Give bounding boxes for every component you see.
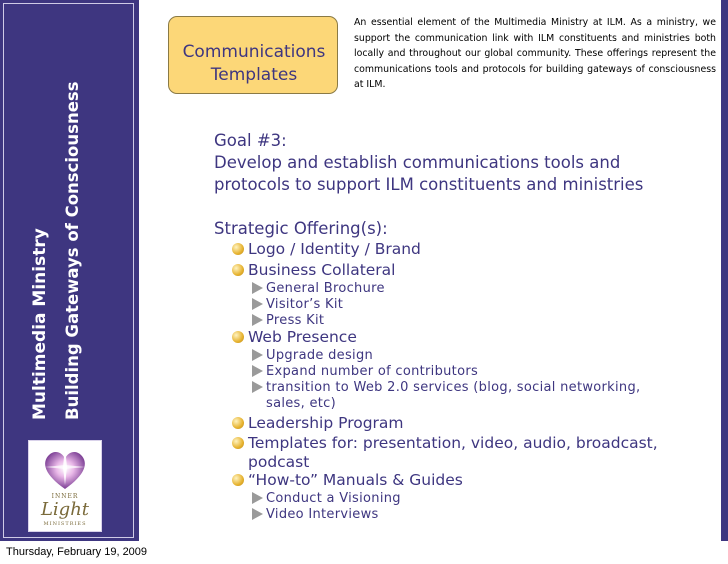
sub-item-label: sales, etc) — [266, 396, 337, 411]
sub-list-item — [252, 281, 385, 296]
logo-text-light: Light — [40, 499, 90, 520]
arrow-bullet-icon — [252, 314, 263, 326]
logo-text-inner: INNER — [51, 493, 79, 500]
list-item-label: Templates for: presentation, video, audio, broadcast, — [248, 434, 658, 452]
title-box — [168, 16, 338, 94]
sub-list-item — [252, 313, 324, 328]
bullet-icon — [232, 417, 244, 429]
arrow-bullet-icon — [252, 492, 263, 504]
list-item — [232, 261, 396, 279]
sub-list-item-continued — [266, 396, 336, 411]
sub-list-item — [252, 364, 478, 379]
list-item-label: “How-to” Manuals & Guides — [248, 471, 463, 489]
bullet-icon — [232, 331, 244, 343]
page-title-line2: Templates — [210, 65, 298, 85]
arrow-bullet-icon — [252, 381, 263, 393]
goal-heading: Goal #3: — [214, 131, 287, 150]
bullet-icon — [232, 264, 244, 276]
list-item — [232, 471, 463, 489]
sub-item-label: Expand number of contributors — [266, 364, 479, 379]
inner-light-logo — [28, 440, 102, 532]
list-item — [232, 434, 658, 452]
arrow-bullet-icon — [252, 365, 263, 377]
sub-item-label: Press Kit — [266, 313, 325, 328]
sub-item-label: transition to Web 2.0 services (blog, social networking, — [266, 380, 641, 395]
sidebar-title: Multimedia Ministry — [30, 228, 50, 420]
sidebar-subtitle: Building Gateways of Consciousness — [63, 81, 82, 420]
arrow-bullet-icon — [252, 349, 263, 361]
sub-item-label: General Brochure — [266, 281, 385, 296]
page-title-line1: Communications — [182, 42, 326, 62]
list-item — [232, 414, 404, 432]
list-item-label: podcast — [248, 453, 310, 471]
sub-item-label: Conduct a Visioning — [266, 491, 401, 506]
bullet-icon — [232, 243, 244, 255]
sub-item-label: Video Interviews — [266, 507, 379, 522]
list-item-continued — [248, 453, 309, 471]
offerings-heading: Strategic Offering(s): — [214, 219, 388, 238]
sub-item-label: Upgrade design — [266, 348, 374, 363]
sub-list-item — [252, 507, 379, 522]
arrow-bullet-icon — [252, 508, 263, 520]
list-item — [232, 328, 357, 346]
goal-section — [214, 130, 714, 196]
right-border-stripe — [721, 0, 728, 541]
heart-icon — [37, 445, 93, 493]
sub-list-item — [252, 297, 343, 312]
list-item-label: Web Presence — [248, 328, 357, 346]
list-item-label: Leadership Program — [248, 414, 404, 432]
goal-line2: protocols to support ILM constituents and ministries — [214, 175, 644, 194]
sidebar — [0, 0, 139, 541]
sub-item-label: Visitor’s Kit — [266, 297, 344, 312]
bullet-icon — [232, 474, 244, 486]
list-item — [232, 240, 421, 258]
list-item-label: Business Collateral — [248, 261, 396, 279]
logo-text-ministries: MINISTRIES — [43, 521, 87, 527]
goal-line1: Develop and establish communications tools and — [214, 153, 621, 172]
bullet-icon — [232, 437, 244, 449]
page-title — [169, 41, 339, 87]
arrow-bullet-icon — [252, 298, 263, 310]
footer-date: Thursday, February 19, 2009 — [6, 546, 148, 558]
arrow-bullet-icon — [252, 282, 263, 294]
sub-list-item — [252, 380, 640, 395]
sub-list-item — [252, 491, 401, 506]
list-item-label: Logo / Identity / Brand — [248, 240, 421, 258]
sub-list-item — [252, 348, 373, 363]
intro-paragraph: An essential element of the Multimedia Ministry at ILM. As a ministry, we support the communication link with ILM constituents and ministries both locally and throughout our global community. These offerings represent the communications tools and protocols for building gateways of consciousness at ILM. — [354, 17, 716, 90]
